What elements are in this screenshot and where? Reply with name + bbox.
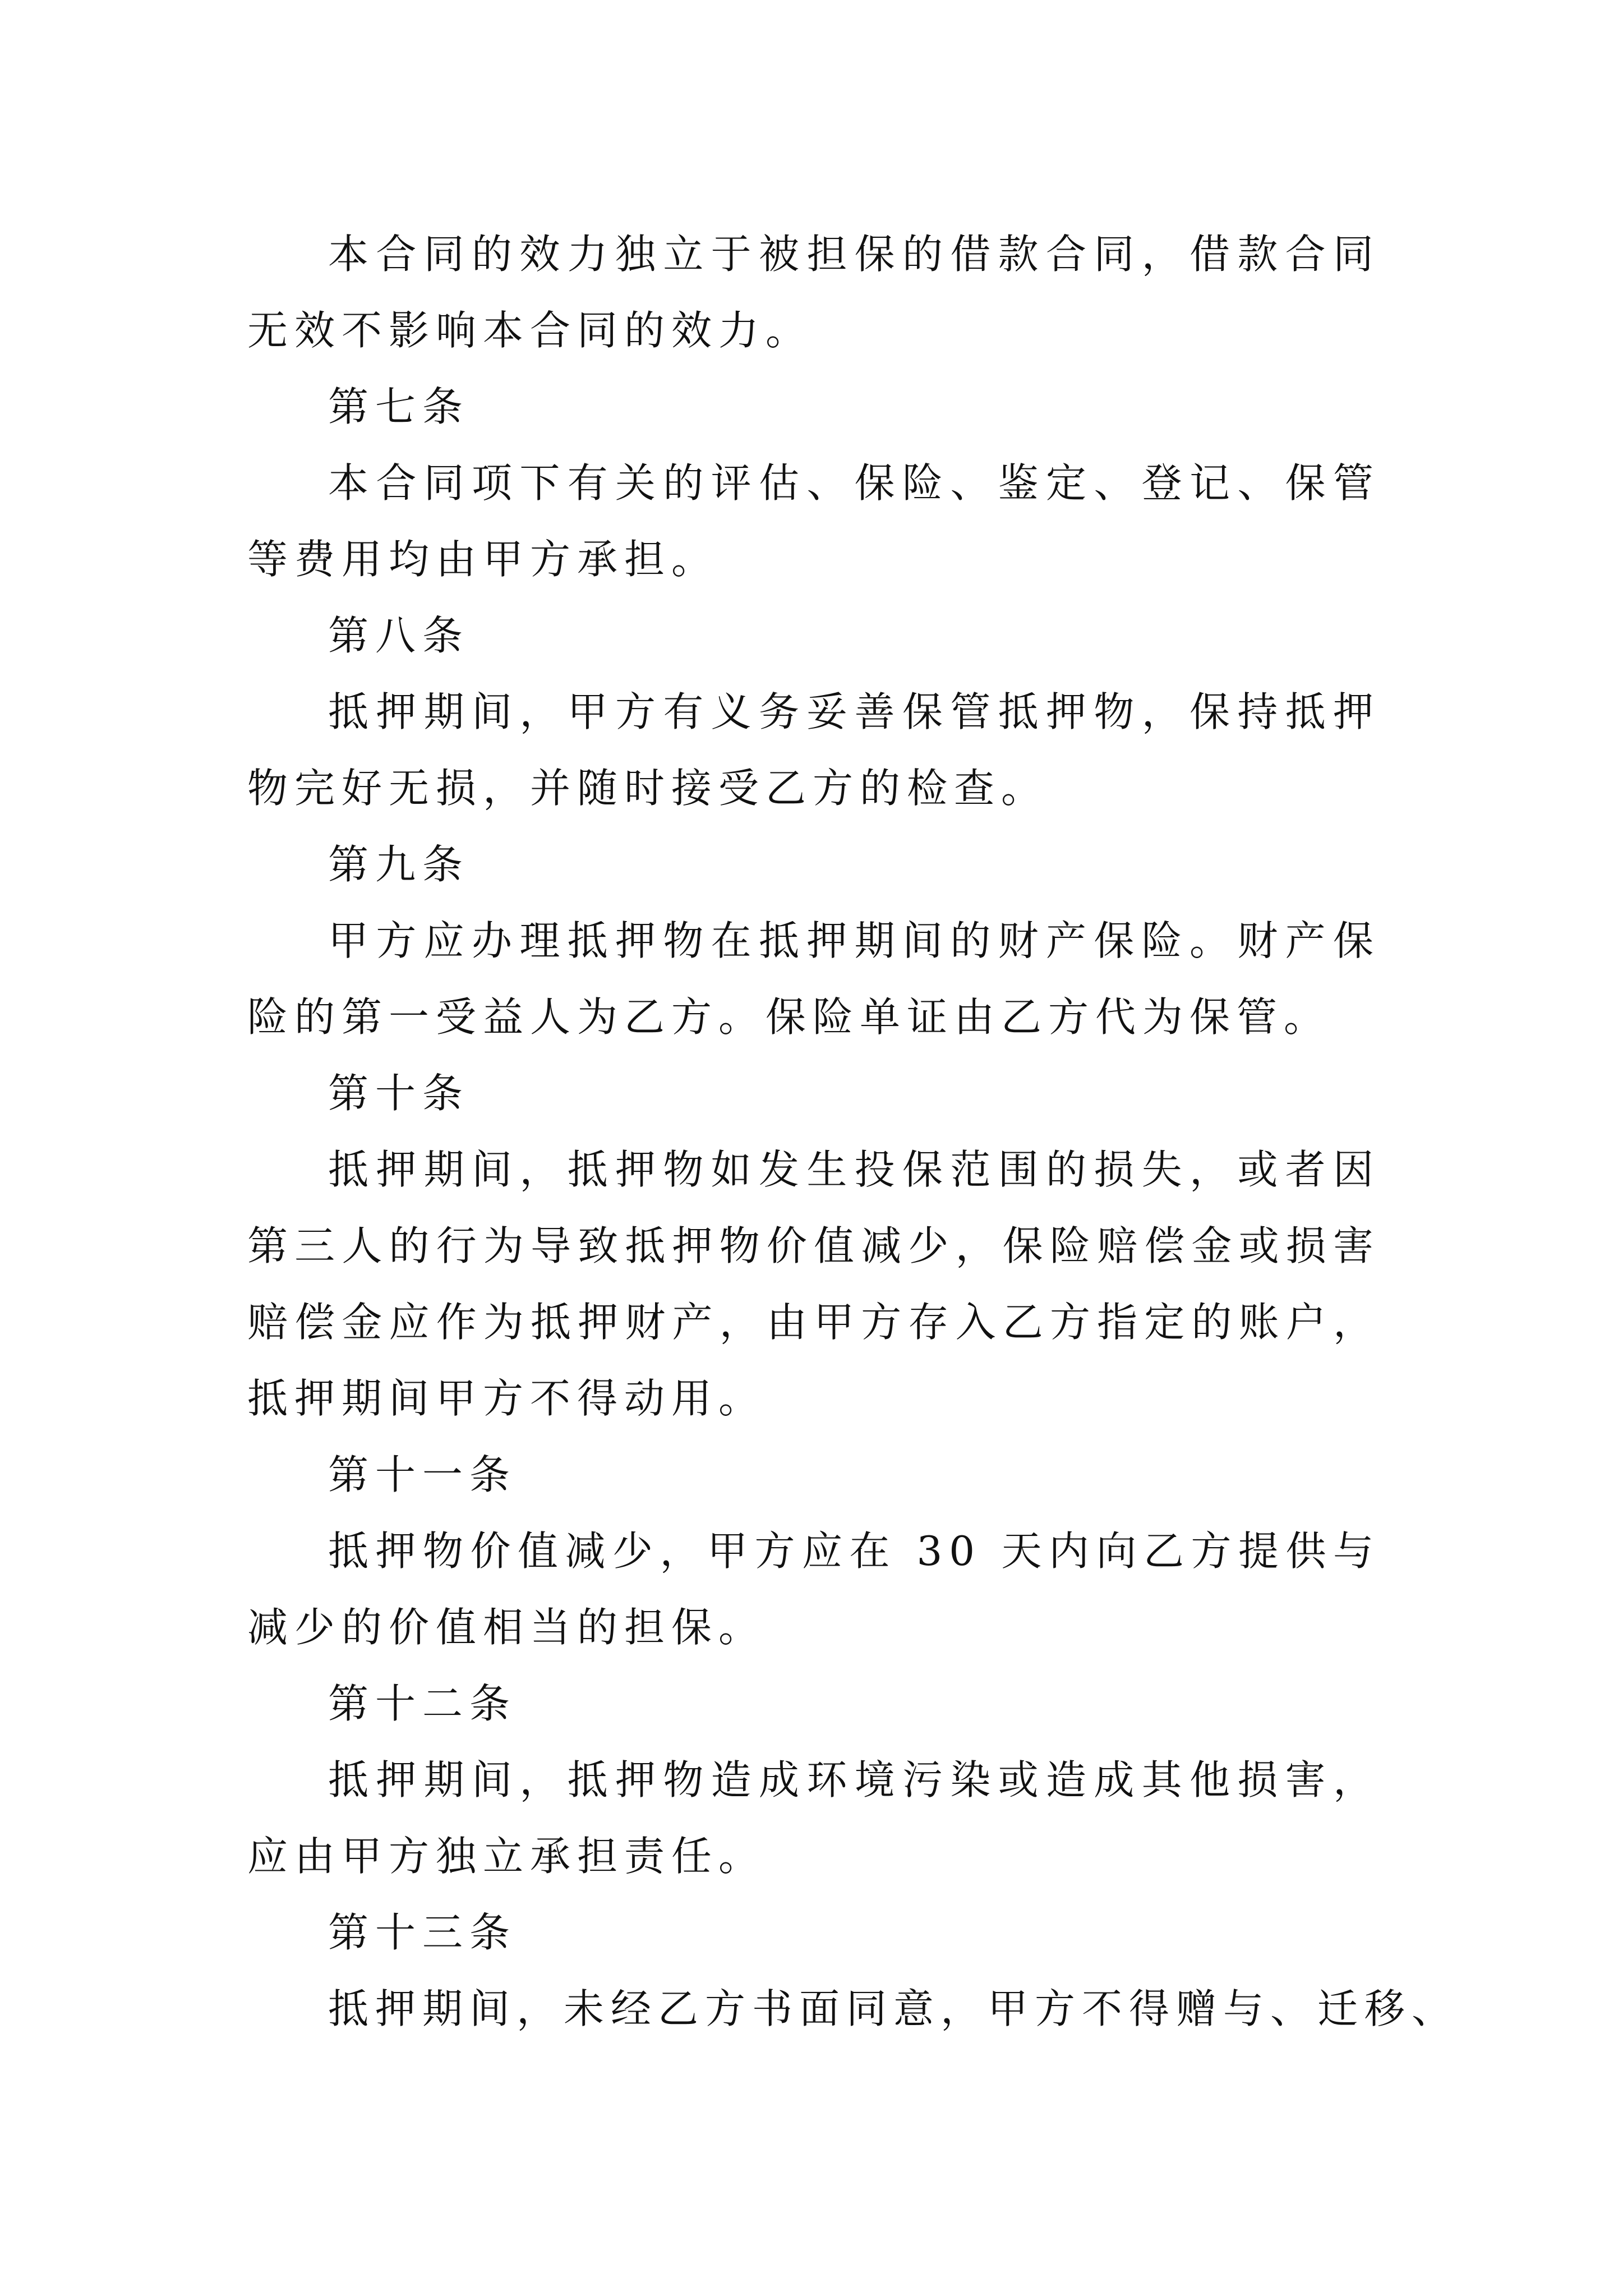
paragraph-article-12: 抵押期间，抵押物造成环境污染或造成其他损害，应由甲方独立承担责任。 bbox=[247, 1756, 1380, 1880]
article-heading-13: 第十三条 bbox=[328, 1909, 517, 1956]
document-body bbox=[247, 216, 1459, 2047]
article-heading-9: 第九条 bbox=[328, 841, 470, 888]
paragraph-validity-independence: 本合同的效力独立于被担保的借款合同，借款合同无效不影响本合同的效力。 bbox=[247, 231, 1380, 354]
paragraph-article-11: 抵押物价值减少，甲方应在 30 天内向乙方提供与减少的价值相当的担保。 bbox=[247, 1527, 1380, 1651]
article-heading-8: 第八条 bbox=[328, 612, 470, 659]
article-heading-12: 第十二条 bbox=[328, 1680, 517, 1727]
paragraph-article-10: 抵押期间，抵押物如发生投保范围的损失，或者因第三人的行为导致抵押物价值减少，保险赔偿金或损害赔偿金应作为抵押财产，由甲方存入乙方指定的账户，抵押期间甲方不得动用。 bbox=[247, 1146, 1380, 1422]
article-heading-7: 第七条 bbox=[328, 383, 470, 430]
article-heading-11: 第十一条 bbox=[328, 1451, 517, 1498]
paragraph-article-9: 甲方应办理抵押物在抵押期间的财产保险。财产保险的第一受益人为乙方。保险单证由乙方代为保管。 bbox=[247, 917, 1380, 1041]
paragraph-article-13-partial: 抵押期间，未经乙方书面同意，甲方不得赠与、迁移、 bbox=[328, 1985, 1459, 2032]
article-heading-10: 第十条 bbox=[328, 1070, 470, 1117]
paragraph-article-8: 抵押期间，甲方有义务妥善保管抵押物，保持抵押物完好无损，并随时接受乙方的检查。 bbox=[247, 688, 1380, 812]
paragraph-article-7: 本合同项下有关的评估、保险、鉴定、登记、保管等费用均由甲方承担。 bbox=[247, 459, 1380, 583]
